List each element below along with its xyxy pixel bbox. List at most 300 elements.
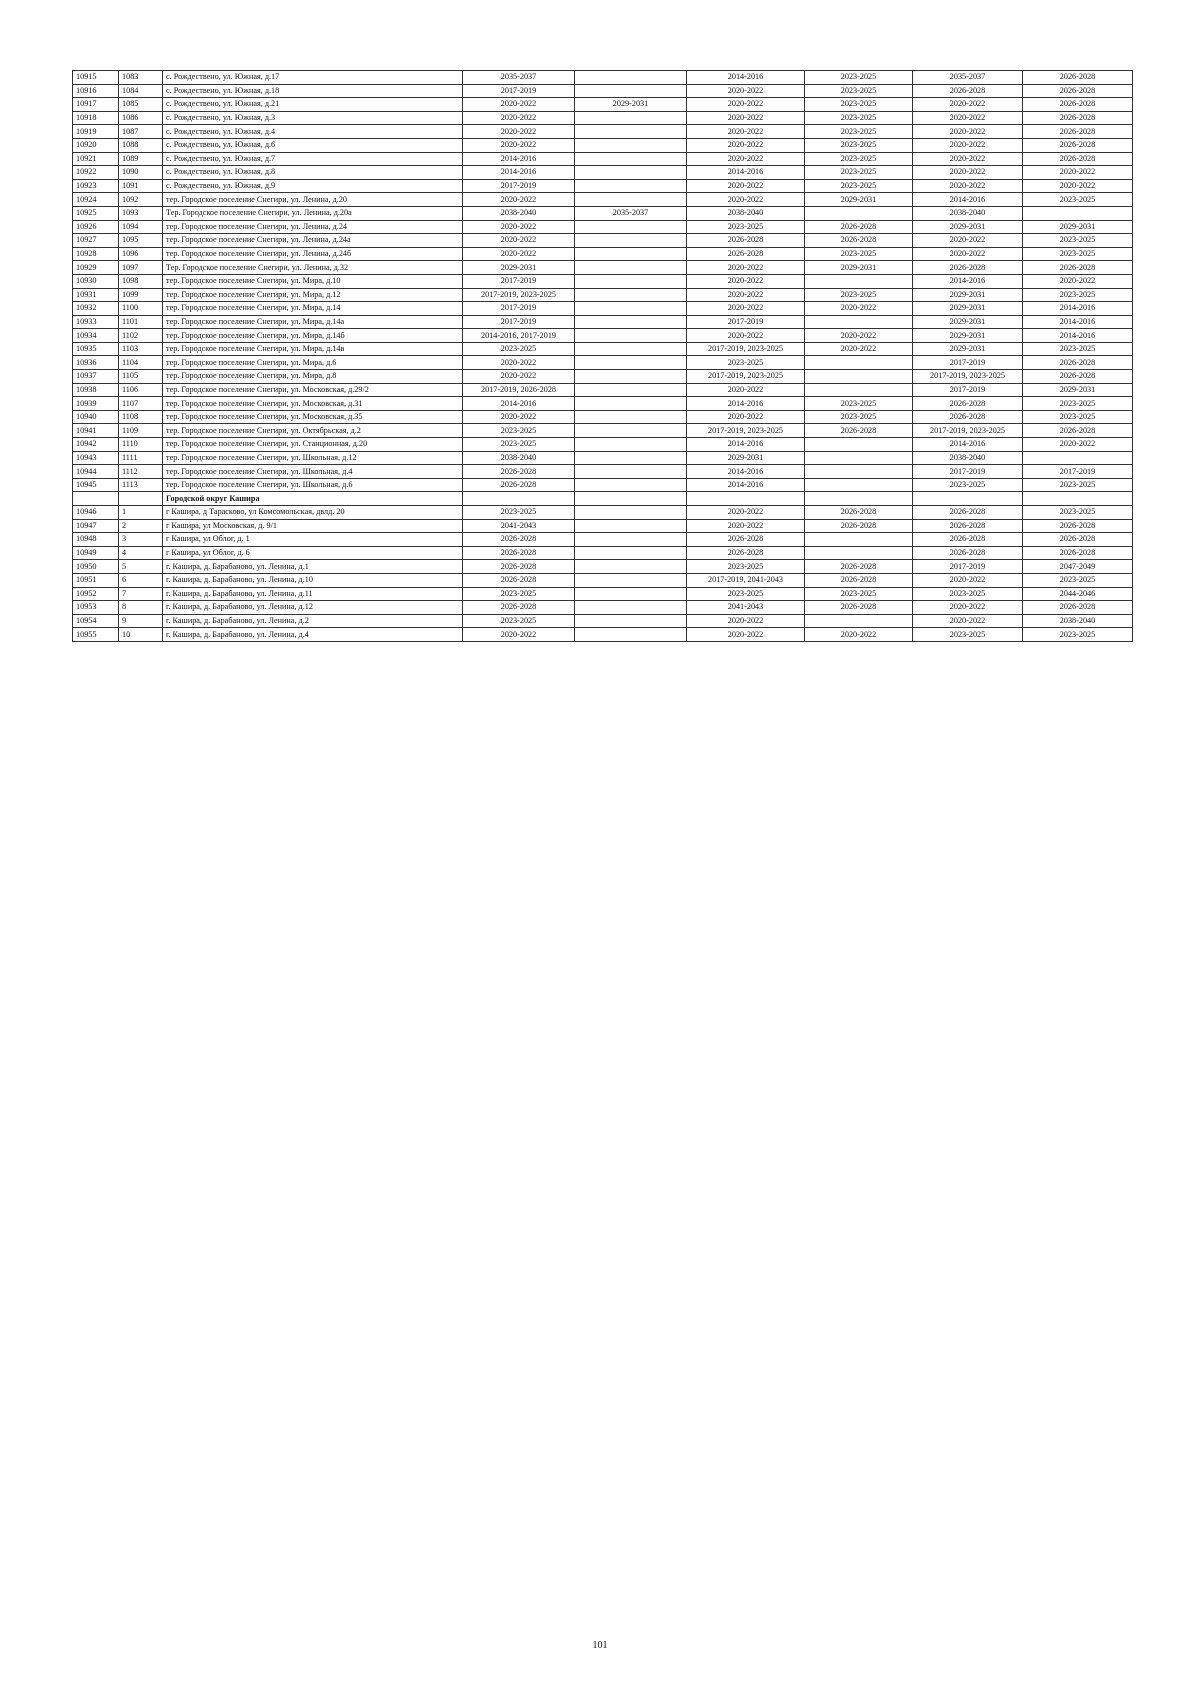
cell-y6 — [1023, 206, 1133, 220]
cell-y6: 2023-2025 — [1023, 478, 1133, 492]
cell-y2 — [575, 288, 687, 302]
cell-id: 10929 — [73, 261, 119, 275]
cell-id: 10946 — [73, 506, 119, 520]
cell-y5: 2020-2022 — [913, 179, 1023, 193]
cell-y1: 2026-2028 — [463, 546, 575, 560]
cell-y5: 2029-2031 — [913, 329, 1023, 343]
cell-y1: 2017-2019, 2026-2028 — [463, 383, 575, 397]
cell-no: 1109 — [119, 424, 163, 438]
cell-id: 10952 — [73, 587, 119, 601]
cell-y1: 2014-2016 — [463, 397, 575, 411]
table-row — [73, 614, 1133, 628]
cell-id: 10955 — [73, 628, 119, 642]
cell-addr: г. Кашира, д. Барабаново, ул. Ленина, д.12 — [163, 601, 463, 615]
cell-y2 — [575, 261, 687, 275]
cell-y3: 2017-2019, 2023-2025 — [687, 342, 805, 356]
cell-addr: тер. Городское поселение Снегири, ул. Школьная, д.4 — [163, 465, 463, 479]
cell-y2 — [575, 587, 687, 601]
cell-y6: 2023-2025 — [1023, 628, 1133, 642]
page-number: 101 — [592, 1640, 608, 1651]
cell-no: 1108 — [119, 410, 163, 424]
cell-y1: 2026-2028 — [463, 533, 575, 547]
cell-id: 10951 — [73, 573, 119, 587]
cell-y4: 2023-2025 — [805, 138, 913, 152]
cell-y3: 2020-2022 — [687, 329, 805, 343]
cell-y5: 2020-2022 — [913, 98, 1023, 112]
cell-y3: 2017-2019, 2023-2025 — [687, 370, 805, 384]
cell-no: 1113 — [119, 478, 163, 492]
cell-y4: 2026-2028 — [805, 506, 913, 520]
cell-y5: 2020-2022 — [913, 601, 1023, 615]
cell-y6: 2023-2025 — [1023, 288, 1133, 302]
table-row — [73, 478, 1133, 492]
cell-y2 — [575, 397, 687, 411]
cell-y3: 2026-2028 — [687, 234, 805, 248]
cell-y5: 2017-2019 — [913, 356, 1023, 370]
cell-y1: 2023-2025 — [463, 587, 575, 601]
cell-no: 1092 — [119, 193, 163, 207]
cell-y4: 2029-2031 — [805, 261, 913, 275]
cell-id: 10925 — [73, 206, 119, 220]
cell-y1: 2035-2037 — [463, 71, 575, 85]
section-row — [73, 492, 1133, 506]
cell-y2 — [575, 179, 687, 193]
cell-y1: 2026-2028 — [463, 573, 575, 587]
cell-y2 — [575, 329, 687, 343]
table-row — [73, 424, 1133, 438]
cell-y1: 2020-2022 — [463, 410, 575, 424]
cell-y5: 2023-2025 — [913, 478, 1023, 492]
table-row — [73, 587, 1133, 601]
cell-y4 — [805, 315, 913, 329]
cell-y1: 2038-2040 — [463, 451, 575, 465]
cell-id: 10928 — [73, 247, 119, 261]
cell-y6: 2026-2028 — [1023, 424, 1133, 438]
cell-id: 10945 — [73, 478, 119, 492]
cell-y4: 2026-2028 — [805, 234, 913, 248]
cell-y1: 2020-2022 — [463, 247, 575, 261]
cell-y3: 2038-2040 — [687, 206, 805, 220]
cell-y3: 2020-2022 — [687, 614, 805, 628]
cell-y5: 2029-2031 — [913, 315, 1023, 329]
cell-y6: 2047-2049 — [1023, 560, 1133, 574]
cell-addr: с. Рождествено, ул. Южная, д.4 — [163, 125, 463, 139]
cell-y3: 2020-2022 — [687, 274, 805, 288]
cell-id: 10921 — [73, 152, 119, 166]
cell-y2 — [575, 424, 687, 438]
cell-addr: тер. Городское поселение Снегири, ул. Мира, д.14в — [163, 342, 463, 356]
cell-y2 — [575, 125, 687, 139]
cell-id: 10936 — [73, 356, 119, 370]
cell-addr: тер. Городское поселение Снегири, ул. Ленина, д.24 — [163, 220, 463, 234]
cell-addr: с. Рождествено, ул. Южная, д.6 — [163, 138, 463, 152]
cell-y2 — [575, 628, 687, 642]
cell-id: 10950 — [73, 560, 119, 574]
table-row — [73, 166, 1133, 180]
cell-y5: 2029-2031 — [913, 220, 1023, 234]
cell-y3: 2023-2025 — [687, 356, 805, 370]
cell-id: 10917 — [73, 98, 119, 112]
table-row — [73, 438, 1133, 452]
cell-id: 10923 — [73, 179, 119, 193]
cell-y3: 2026-2028 — [687, 546, 805, 560]
table-row — [73, 288, 1133, 302]
cell-y5: 2017-2019 — [913, 560, 1023, 574]
cell-y4: 2023-2025 — [805, 179, 913, 193]
cell-y1: 2014-2016 — [463, 166, 575, 180]
cell-id: 10927 — [73, 234, 119, 248]
cell-no: 9 — [119, 614, 163, 628]
table-body — [73, 71, 1133, 642]
cell-y1: 2026-2028 — [463, 478, 575, 492]
cell-y2 — [575, 465, 687, 479]
table-row — [73, 220, 1133, 234]
cell-id: 10930 — [73, 274, 119, 288]
cell-id: 10954 — [73, 614, 119, 628]
cell-y2 — [575, 302, 687, 316]
table-row — [73, 206, 1133, 220]
table-row — [73, 601, 1133, 615]
cell-y5: 2014-2016 — [913, 193, 1023, 207]
cell-y1: 2014-2016, 2017-2019 — [463, 329, 575, 343]
cell-y6: 2023-2025 — [1023, 506, 1133, 520]
cell-addr: тер. Городское поселение Снегири, ул. Московская, д.29/2 — [163, 383, 463, 397]
cell-addr: г Кашира, ул Облог, д. 6 — [163, 546, 463, 560]
cell-y2 — [575, 138, 687, 152]
cell-y2 — [575, 220, 687, 234]
cell-addr: тер. Городское поселение Снегири, ул. Мира, д.8 — [163, 370, 463, 384]
cell-id: 10947 — [73, 519, 119, 533]
cell-y1: 2023-2025 — [463, 614, 575, 628]
table-cell — [73, 492, 119, 506]
cell-y6: 2023-2025 — [1023, 247, 1133, 261]
cell-y2 — [575, 383, 687, 397]
cell-y1: 2020-2022 — [463, 125, 575, 139]
cell-no: 1110 — [119, 438, 163, 452]
cell-y5: 2014-2016 — [913, 438, 1023, 452]
cell-id: 10932 — [73, 302, 119, 316]
cell-y1: 2017-2019 — [463, 274, 575, 288]
cell-y6: 2023-2025 — [1023, 234, 1133, 248]
cell-addr: тер. Городское поселение Снегири, ул. Московская, д.31 — [163, 397, 463, 411]
cell-y1: 2026-2028 — [463, 601, 575, 615]
cell-y4: 2026-2028 — [805, 601, 913, 615]
cell-y6: 2029-2031 — [1023, 383, 1133, 397]
cell-no: 1088 — [119, 138, 163, 152]
table-row — [73, 519, 1133, 533]
cell-y1: 2023-2025 — [463, 424, 575, 438]
cell-id: 10918 — [73, 111, 119, 125]
cell-addr: тер. Городское поселение Снегири, ул. Мира, д.14а — [163, 315, 463, 329]
cell-y2 — [575, 342, 687, 356]
cell-y1: 2017-2019 — [463, 179, 575, 193]
cell-y6: 2029-2031 — [1023, 220, 1133, 234]
cell-y1: 2020-2022 — [463, 220, 575, 234]
cell-y6: 2014-2016 — [1023, 329, 1133, 343]
cell-y6: 2020-2022 — [1023, 179, 1133, 193]
cell-y5: 2026-2028 — [913, 84, 1023, 98]
cell-y1: 2020-2022 — [463, 628, 575, 642]
cell-y4: 2020-2022 — [805, 302, 913, 316]
cell-y2 — [575, 315, 687, 329]
cell-y6: 2014-2016 — [1023, 302, 1133, 316]
cell-addr: тер. Городское поселение Снегири, ул. Ленина, д.24б — [163, 247, 463, 261]
table-row — [73, 465, 1133, 479]
cell-no: 5 — [119, 560, 163, 574]
cell-y5: 2020-2022 — [913, 234, 1023, 248]
cell-id: 10953 — [73, 601, 119, 615]
table-row — [73, 506, 1133, 520]
table-cell — [687, 492, 805, 506]
table-cell — [913, 492, 1023, 506]
cell-no: 1094 — [119, 220, 163, 234]
cell-y6: 2023-2025 — [1023, 397, 1133, 411]
cell-y2 — [575, 601, 687, 615]
cell-y1: 2026-2028 — [463, 560, 575, 574]
cell-y3: 2029-2031 — [687, 451, 805, 465]
cell-y3: 2041-2043 — [687, 601, 805, 615]
cell-y2 — [575, 152, 687, 166]
cell-id: 10941 — [73, 424, 119, 438]
cell-addr: тер. Городское поселение Снегири, ул. Мира, д.10 — [163, 274, 463, 288]
cell-y2 — [575, 71, 687, 85]
cell-y3: 2023-2025 — [687, 220, 805, 234]
cell-y3: 2020-2022 — [687, 111, 805, 125]
cell-no: 1083 — [119, 71, 163, 85]
cell-y2 — [575, 546, 687, 560]
cell-id: 10931 — [73, 288, 119, 302]
cell-y5: 2038-2040 — [913, 206, 1023, 220]
cell-no: 1104 — [119, 356, 163, 370]
cell-no: 1091 — [119, 179, 163, 193]
cell-y3: 2017-2019, 2041-2043 — [687, 573, 805, 587]
cell-addr: г Кашира, ул Московская, д. 9/1 — [163, 519, 463, 533]
cell-y6: 2023-2025 — [1023, 342, 1133, 356]
cell-no: 6 — [119, 573, 163, 587]
cell-y3: 2020-2022 — [687, 628, 805, 642]
cell-y5: 2020-2022 — [913, 138, 1023, 152]
table-row — [73, 84, 1133, 98]
section-title: Городской округ Кашира — [163, 492, 463, 506]
cell-y3: 2020-2022 — [687, 261, 805, 275]
cell-y3: 2020-2022 — [687, 84, 805, 98]
cell-y5: 2020-2022 — [913, 573, 1023, 587]
cell-y5: 2017-2019 — [913, 383, 1023, 397]
cell-y3: 2020-2022 — [687, 302, 805, 316]
cell-no: 1 — [119, 506, 163, 520]
cell-y5: 2026-2028 — [913, 397, 1023, 411]
cell-y4: 2023-2025 — [805, 247, 913, 261]
table-row — [73, 247, 1133, 261]
cell-no: 1087 — [119, 125, 163, 139]
table-row — [73, 533, 1133, 547]
table-row — [73, 546, 1133, 560]
cell-id: 10920 — [73, 138, 119, 152]
table-row — [73, 329, 1133, 343]
cell-y6: 2026-2028 — [1023, 98, 1133, 112]
cell-y3: 2020-2022 — [687, 179, 805, 193]
cell-addr: тер. Городское поселение Снегири, ул. Ленина, д.20 — [163, 193, 463, 207]
cell-y3: 2020-2022 — [687, 519, 805, 533]
cell-y6: 2023-2025 — [1023, 410, 1133, 424]
cell-y4 — [805, 465, 913, 479]
cell-y4 — [805, 546, 913, 560]
cell-y3: 2014-2016 — [687, 478, 805, 492]
cell-y5: 2038-2040 — [913, 451, 1023, 465]
cell-y6: 2020-2022 — [1023, 166, 1133, 180]
cell-y5: 2023-2025 — [913, 587, 1023, 601]
table-row — [73, 383, 1133, 397]
cell-id: 10937 — [73, 370, 119, 384]
cell-id: 10944 — [73, 465, 119, 479]
cell-y3: 2014-2016 — [687, 465, 805, 479]
cell-y2 — [575, 614, 687, 628]
cell-y6: 2038-2040 — [1023, 614, 1133, 628]
cell-y1: 2020-2022 — [463, 193, 575, 207]
cell-y6: 2026-2028 — [1023, 546, 1133, 560]
cell-no: 1103 — [119, 342, 163, 356]
table-cell — [119, 492, 163, 506]
cell-y2 — [575, 234, 687, 248]
cell-y4: 2023-2025 — [805, 111, 913, 125]
cell-addr: тер. Городское поселение Снегири, ул. Станционная, д.20 — [163, 438, 463, 452]
cell-no: 1086 — [119, 111, 163, 125]
cell-y4: 2026-2028 — [805, 573, 913, 587]
cell-y3: 2020-2022 — [687, 506, 805, 520]
cell-y2 — [575, 533, 687, 547]
cell-addr: с. Рождествено, ул. Южная, д.7 — [163, 152, 463, 166]
cell-y6: 2020-2022 — [1023, 438, 1133, 452]
cell-addr: тер. Городское поселение Снегири, ул. Мира, д.14 — [163, 302, 463, 316]
cell-y5: 2020-2022 — [913, 614, 1023, 628]
cell-y4: 2026-2028 — [805, 220, 913, 234]
cell-y3: 2020-2022 — [687, 98, 805, 112]
cell-id: 10924 — [73, 193, 119, 207]
cell-y4 — [805, 614, 913, 628]
cell-y2 — [575, 506, 687, 520]
cell-y2 — [575, 356, 687, 370]
cell-y5: 2026-2028 — [913, 546, 1023, 560]
cell-y6: 2026-2028 — [1023, 138, 1133, 152]
cell-y4: 2020-2022 — [805, 342, 913, 356]
cell-id: 10933 — [73, 315, 119, 329]
cell-y5: 2020-2022 — [913, 166, 1023, 180]
cell-no: 10 — [119, 628, 163, 642]
cell-y4 — [805, 533, 913, 547]
cell-y3: 2020-2022 — [687, 193, 805, 207]
cell-y5: 2017-2019 — [913, 465, 1023, 479]
cell-no: 1089 — [119, 152, 163, 166]
cell-no: 1095 — [119, 234, 163, 248]
cell-y4 — [805, 356, 913, 370]
cell-addr: с. Рождествено, ул. Южная, д.9 — [163, 179, 463, 193]
table-row — [73, 356, 1133, 370]
cell-y3: 2014-2016 — [687, 397, 805, 411]
cell-addr: г. Кашира, д. Барабаново, ул. Ленина, д.4 — [163, 628, 463, 642]
cell-id: 10915 — [73, 71, 119, 85]
cell-no: 1100 — [119, 302, 163, 316]
cell-y6: 2023-2025 — [1023, 193, 1133, 207]
cell-y3: 2020-2022 — [687, 288, 805, 302]
table-row — [73, 125, 1133, 139]
cell-y5: 2014-2016 — [913, 274, 1023, 288]
cell-id: 10934 — [73, 329, 119, 343]
cell-id: 10938 — [73, 383, 119, 397]
table-row — [73, 234, 1133, 248]
cell-y2 — [575, 166, 687, 180]
cell-y4: 2023-2025 — [805, 397, 913, 411]
cell-y1: 2023-2025 — [463, 506, 575, 520]
table-row — [73, 302, 1133, 316]
cell-y4: 2020-2022 — [805, 329, 913, 343]
cell-addr: тер. Городское поселение Снегири, ул. Октябрьская, д.2 — [163, 424, 463, 438]
table-row — [73, 71, 1133, 85]
table-row — [73, 397, 1133, 411]
cell-y6: 2026-2028 — [1023, 152, 1133, 166]
cell-y1: 2041-2043 — [463, 519, 575, 533]
cell-y2 — [575, 410, 687, 424]
cell-no: 8 — [119, 601, 163, 615]
cell-addr: г. Кашира, д. Барабаново, ул. Ленина, д.2 — [163, 614, 463, 628]
cell-addr: г. Кашира, д. Барабаново, ул. Ленина, д.10 — [163, 573, 463, 587]
cell-y6 — [1023, 451, 1133, 465]
cell-y3: 2020-2022 — [687, 138, 805, 152]
cell-y5: 2026-2028 — [913, 261, 1023, 275]
cell-y1: 2023-2025 — [463, 438, 575, 452]
cell-y4: 2023-2025 — [805, 84, 913, 98]
cell-y2 — [575, 84, 687, 98]
cell-no: 1102 — [119, 329, 163, 343]
cell-addr: Тер. Городское поселение Снегири, ул. Ленина, д.32 — [163, 261, 463, 275]
cell-y6: 2026-2028 — [1023, 601, 1133, 615]
table-row — [73, 274, 1133, 288]
table-cell — [1023, 492, 1133, 506]
cell-no: 1085 — [119, 98, 163, 112]
table-row — [73, 261, 1133, 275]
cell-addr: с. Рождествено, ул. Южная, д.8 — [163, 166, 463, 180]
table-row — [73, 179, 1133, 193]
cell-y5: 2020-2022 — [913, 125, 1023, 139]
cell-y1: 2038-2040 — [463, 206, 575, 220]
cell-id: 10916 — [73, 84, 119, 98]
cell-y4 — [805, 370, 913, 384]
cell-y5: 2029-2031 — [913, 302, 1023, 316]
cell-no: 3 — [119, 533, 163, 547]
cell-y4: 2026-2028 — [805, 560, 913, 574]
cell-y4: 2020-2022 — [805, 628, 913, 642]
cell-no: 2 — [119, 519, 163, 533]
cell-no: 7 — [119, 587, 163, 601]
cell-y1: 2023-2025 — [463, 342, 575, 356]
cell-y3: 2014-2016 — [687, 438, 805, 452]
table-row — [73, 628, 1133, 642]
cell-y3: 2026-2028 — [687, 247, 805, 261]
table-row — [73, 315, 1133, 329]
cell-y5: 2017-2019, 2023-2025 — [913, 370, 1023, 384]
table-cell — [805, 492, 913, 506]
cell-y4: 2023-2025 — [805, 288, 913, 302]
cell-id: 10942 — [73, 438, 119, 452]
table-row — [73, 573, 1133, 587]
cell-y1: 2026-2028 — [463, 465, 575, 479]
cell-y6: 2026-2028 — [1023, 356, 1133, 370]
cell-id: 10922 — [73, 166, 119, 180]
table-row — [73, 451, 1133, 465]
cell-y5: 2023-2025 — [913, 628, 1023, 642]
cell-no: 1101 — [119, 315, 163, 329]
cell-no: 1093 — [119, 206, 163, 220]
cell-addr: тер. Городское поселение Снегири, ул. Школьная, д.6 — [163, 478, 463, 492]
